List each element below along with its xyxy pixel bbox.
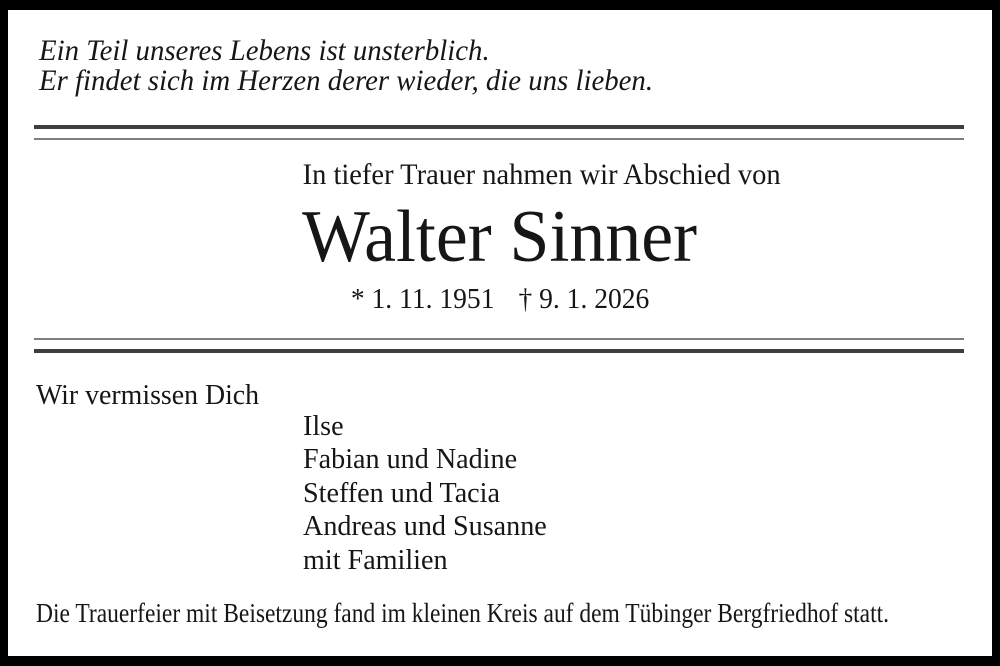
- life-dates: [8, 285, 992, 314]
- epigraph-line-1: Ein Teil unseres Lebens ist unsterblich.: [39, 34, 490, 67]
- separator-bottom-thick-rule: [34, 349, 964, 353]
- death-date-text: 9. 1. 2026: [539, 283, 650, 315]
- death-date: [518, 283, 649, 315]
- birth-date: [351, 283, 502, 315]
- birth-date-text: 1. 11. 1951: [371, 283, 495, 315]
- funeral-info-line: [36, 600, 1000, 627]
- mourner-item: Ilse: [303, 410, 344, 442]
- mourner-item: mit Familien: [303, 543, 448, 576]
- cross-icon: †: [518, 283, 533, 315]
- star-icon: *: [350, 283, 365, 315]
- deceased-name: [8, 196, 992, 278]
- farewell-text: Wir vermissen Dich: [36, 379, 260, 411]
- epigraph-line-2: Er findet sich im Herzen derer wieder, die uns lieben.: [39, 64, 654, 97]
- intro-line: [8, 160, 992, 190]
- separator-top-thick-rule: [34, 125, 964, 129]
- separator-top: [34, 125, 964, 140]
- intro-text: In tiefer Trauer nahmen wir Abschied von: [302, 158, 782, 191]
- separator-bottom: [34, 338, 964, 353]
- deceased-name-text: Walter Sinner: [302, 196, 698, 278]
- mourner-item: Fabian und Nadine: [303, 443, 518, 476]
- mourner-item: Steffen und Tacia: [303, 476, 500, 509]
- funeral-info-text: Die Trauerfeier mit Beisetzung fand im kleinen Kreis auf dem Tübinger Bergfriedhof statt.: [36, 598, 890, 628]
- separator-top-thin-rule: [34, 138, 964, 140]
- separator-bottom-thin-rule: [34, 338, 964, 340]
- epigraph: [39, 36, 679, 96]
- mourners-list: [303, 410, 554, 577]
- mourner-item: Andreas und Susanne: [303, 510, 547, 543]
- farewell-line: [36, 381, 268, 410]
